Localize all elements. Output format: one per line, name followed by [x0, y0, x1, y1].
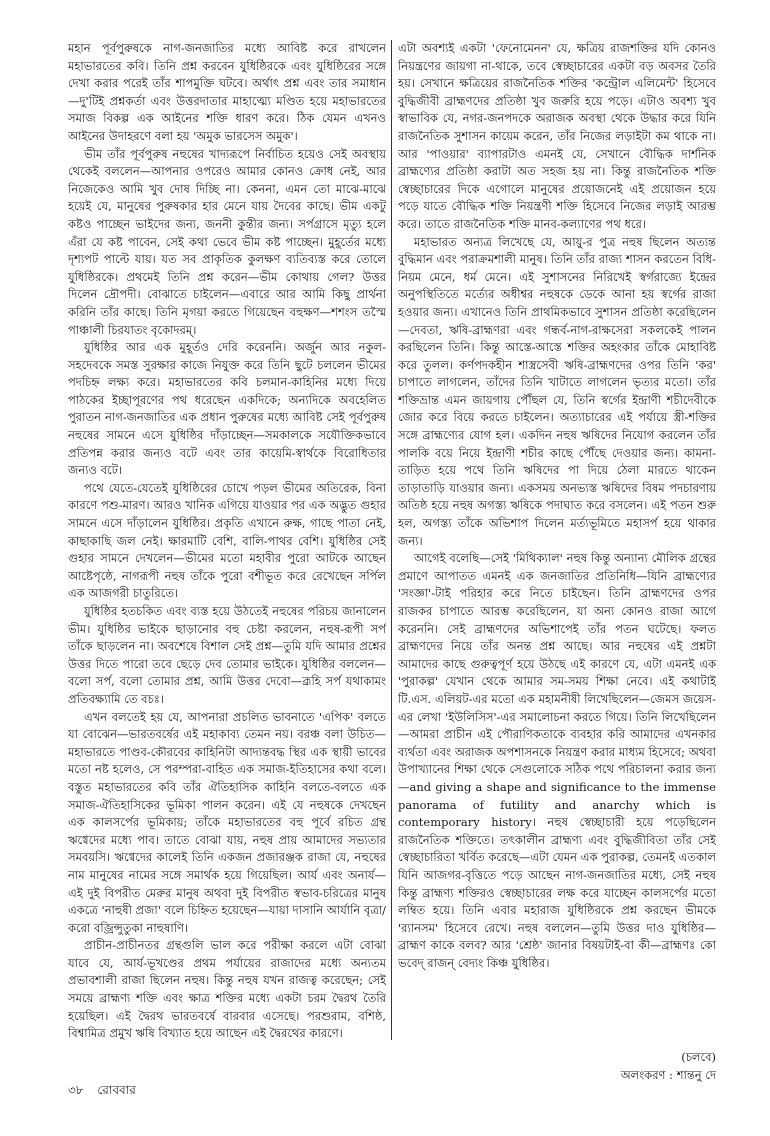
paragraph: যুধিষ্ঠির হতচকিত এবং ব্যস্ত হয়ে উঠতেই নহুষের পরিচয় জানালেন ভীম। যুধিষ্ঠির ভাইকে ছাড়ানোর বহু চেষ্টা করলেন, নহুষ-রূপী সর্প তাঁকে ছাড়লেন না। অবশেষে বিশাল সেই প্রশ্ন—তুমি যদি আমার প্রশ্নের উত্তর দিতে পারো তবে ছেড়ে দেব তোমার ভাইকে। যুধিষ্ঠির বললেন—বলো সর্প, বলো তোমার প্রশ্ন, আমি উত্তর দেবো—ব্রূহি সর্প যথাকামং প্রতিবক্ষ্যামি তে বচঃ।	[68, 604, 386, 706]
paragraph: ভীম তাঁর পূর্বপুরুষ নহুষের খাদ্যরূপে নির্বাচিত হয়েও সেই অবস্থায় থেকেই বললেন—আপনার ওপরেও আমার কোনও ক্রোধ নেই, আর নিজেকেও আমি খুব দোষ দিচ্ছি না। কেননা, এমন তো মাঝে-মাঝে হয়েই যে, মানুষের পুরুষকার হার মেনে যায় দৈবের কাছে। ভীম একটু কষ্টও পাচ্ছেন ভাইদের জন্য, জননী কুন্তীর জন্য। সর্পগ্রাসে মৃত্যু হলে এঁরা যে কষ্ট পাবেন, সেই কথা ভেবে ভীম কষ্ট পাচ্ছেন। মুহূর্তের মধ্যে দৃশ্যপট পাল্টে যায়। যত সব প্রাকৃতিক কুলক্ষণ ব্যতিব্যস্ত করে তোলে যুধিষ্ঠিরকে। প্রথমেই তিনি প্রশ্ন করেন—ভীম কোথায় গেল? উত্তর দিলেন দ্রৌপদী। বোঝাতে চাইলেন—এবারে আর আমি কিছু প্রার্থনা করিনি তাঁর কাছে। তিনি মৃগয়া করতে গিয়েছেন বহুক্ষণ—শশংস তস্মৈ পাঞ্চালী চিরযাতং বৃকোদরম্।	[68, 146, 386, 337]
paragraph: এখন বলতেই হয় যে, আপনারা প্রচলিত ভাবনাতে 'এপিক' বলতে যা বোঝেন—ভারতবর্ষের এই মহাকাব্য তেমন নয়। বরঞ্চ বলা উচিত—মহাভারতে পাণ্ডব-কৌরবের কাহিনিটা আদ্যন্তবদ্ধ স্থির এক স্থায়ী ভাবের মতো নষ্ট হলেও, সে পরম্পরা-বাহিত এক সমাজ-ইতিহাসের কথা বলে। বস্তুত মহাভারতের কবি তাঁর ঐতিহাসিক কাহিনি বলতে-বলতে এক সমাজ-ঐতিহাসিকের ভূমিকা পালন করেন। এই যে নহুষকে দেখছেন এক কালসর্পের ভূমিকায়; তাঁকে মহাভারতের বহু পূর্বে রচিত গ্রন্থ ঋগ্বেদের মধ্যে পাব। তাতে বোঝা যায়, নহুষ প্রায় আমাদের সভ্যতার সমবয়সি। ঋগ্বেদের কালেই তিনি একজন প্রজারঞ্জক রাজা যে, নহুষের নাম মানুষের নামের সঙ্গে সমার্থক হয়ে গিয়েছিল। আর্য এবং অনার্য—এই দুই বিপরীত মেরুর মানুষ অথবা দুই বিপরীত স্বভাব-চরিত্রের মানুষ একত্রে 'নাহুষী প্রজা' বলে চিহ্নিত হয়েছেন—যায়া দাসানি আর্যানি বৃত্রা/করো বজ্রিন্সুতুকা নাহুষাণি।	[68, 709, 386, 935]
to-be-continued: (চলবে)	[681, 1050, 716, 1064]
paragraph: মহান পূর্বপুরুষকে নাগ-জনজাতির মধ্যে আবিষ্ট করে রাখলেন মহাভারতের কবি। তিনি প্রশ্ন করবেন যুধিষ্ঠিরকে এবং যুধিষ্ঠিরের সঙ্গে দেখা করার পরেই তাঁর শাপমুক্তি ঘটবে। অর্থাৎ প্রশ্ন এবং তার সমাধান—দু'টিই প্রশ্নকর্তা এবং উত্তরদাতার মাহাত্ম্যে মণ্ডিত হয়ে মহাভারতের সমাজ বিকল্প এক আইনের শক্তি ধারণ করে। ঠিক যেমন এখনও আইনের উদাহরণে বলা হয় 'অমুক ভারসেস অমুক'।	[68, 41, 386, 143]
article-end	[398, 1048, 716, 1084]
paragraph: আগেই বলেছি—সেই 'মিথিক্যাল' নহুষ কিন্তু অন্যান্য মৌলিক গ্রন্থের প্রমাণে আপাতত এমনই এক জনজাতির প্রতিনিধি—যিনি ব্রাহ্মণ্যের 'সংজ্ঞা'-টাই পরিহার করে নিতে চাইছেন। তিনি ব্রাহ্মণদের ওপর রাজকর চাপাতে আরম্ভ করেছিলেন, যা অন্য কোনও রাজা আগে করেননি। সেই ব্রাহ্মণদের অভিশাপেই তাঁর পতন ঘটেছে। ফলত ব্রাহ্মণদের নিয়ে তাঁর অনন্ত প্রশ্ন আছে। আর নহুষের এই প্রশ্নটা আমাদের কাছে গুরুত্বপূর্ণ হয়ে উঠছে এই কারণে যে, এটা এমনই এক 'পুরাকল্প' যেখান থেকে আমার সম-সময় শিক্ষা নেবে। এই কথাটাই টি.এস. এলিয়ট-এর মতো এক মহামনীষী লিখেছিলেন—জেমস জয়েস-এর লেখা 'ইউলিসিস'-এর সমালোচনা করতে গিয়ে। তিনি লিখেছিলেন—আমরা প্রাচীন এই পৌরাণিকতাকে ব্যবহার করি আমাদের এখনকার ব্যর্থতা এবং অরাজক অপশাসনকে নিয়ন্ত্রণ করার মাধ্যম হিসেবে; অথবা উপাখ্যানের শিক্ষা থেকে সেগুলোকে সঠিক পথে পরিচালনা করার জন্য—and giving a shape and significance to the immense panorama of futility and anarchy which is contemporary history। নহুষ স্বেচ্ছাচারী হয়ে পড়েছিলেন রাজনৈতিক শক্তিতে। তৎকালীন ব্রাহ্মণ্য এবং বুদ্ধিজীবিতা তাঁর সেই স্বেচ্ছাচারিতা খর্বিত করেছে—এটা যেমন এক পুরাকল্প, তেমনই এতকাল যিনি আজগর-বৃত্তিতে পড়ে আছেন নাগ-জনজাতির মধ্যে, সেই নহুষ কিন্তু ব্রাহ্মণ্য শক্তিরও স্বেচ্ছাচারের লক্ষ করে যাচ্ছেন কালসর্পের মতো লম্বিত হয়ে। তিনি এবার মহারাজ যুধিষ্ঠিরকে প্রশ্ন করছেন ভীমকে 'র‍্যানসম' হিসেবে রেখে। নহুষ বললেন—তুমি উত্তর দাও যুধিষ্ঠির—ব্রাহ্মণ কাকে বলব? আর 'শ্রেষ্ঠ' জানার বিষয়টাই-বা কী—ব্রাহ্মণঃ কো ভবেদ্ রাজন্ বেদ্যং কিঞ্চ যুধিষ্ঠির।	[398, 551, 716, 970]
column-divider	[391, 40, 392, 1040]
paragraph: যুধিষ্ঠির আর এক মুহূর্তও দেরি করেননি। অর্জুন আর নকুল-সহদেবকে সমস্ত সুরক্ষার কাজে নিযুক্ত করে তিনি ছুটে চললেন ভীমের পদচিহ্ন লক্ষ্য করে। মহাভারতের কবি চলমান-কাহিনির মধ্যে দিয়ে পাঠকের ইচ্ছাপূরণের পথ ধরেছেন একদিকে; অন্যদিকে অবহেলিত পুরাতন নাগ-জনজাতির এক প্রধান পুরুষের মধ্যে আবিষ্ট সেই পূর্বপুরুষ নহুষের সামনে এসে যুধিষ্ঠির দাঁড়াচ্ছেন—সমকালকে সযৌক্তিকভাবে প্রতিপন্ন করার জন্যও বটে এবং তার কায়েমি-স্বার্থকে বিরোধিতার জন্যও বটে।	[68, 340, 386, 478]
paragraph: মহাভারত অন্যত্র লিখেছে যে, আয়ু-র পুত্র নহুষ ছিলেন অত্যন্ত বুদ্ধিমান এবং পরাক্রমশালী মানুষ। তিনি তাঁর রাজ্য শাসন করতেন বিধি-নিয়ম মেনে, ধর্ম মেনে। এই সুশাসনের নিরিখেই স্বর্গরাজ্যে ইন্দ্রের অনুপস্থিতিতে মর্ত্যের অধীশ্বর নহুষকে ডেকে আনা হয় স্বর্গের রাজা হওয়ার জন্য। এখানেও তিনি প্রাথমিকভাবে সুশাসন প্রতিষ্ঠা করেছিলেন—দেবতা, ঋষি-ব্রাহ্মণরা এবং গন্ধর্ব-নাগ-রাক্ষসেরা সকলকেই পালন করছিলেন তিনি। কিন্তু আস্তে-আস্তে শক্তির অহংকার তাঁকে মোহাবিষ্ট করে তুলল। কর্ণপদকহীন শাস্ত্রসেবী ঋষি-ব্রাহ্মণদের ওপর তিনি 'কর' চাপাতে লাগলেন, তাঁদের তিনি খাটাতে লাগলেন ভৃত্যর মতো। তাঁর শক্তিভ্রান্ত এমন জায়গায় পৌঁছল যে, তিনি স্বর্গের ইন্দ্রাণী শচীদেবীকে জোর করে বিয়ে করতে চাইলেন। অত্যাচারের এই পর্যায়ে স্ত্রী-শক্তির সঙ্গে ব্রাহ্মণ্যের যোগ হল। একদিন নহুষ ঋষিদের নিযোগ করলেন তাঁর পালকি বয়ে নিয়ে ইন্দ্রাণী শচীর কাছে পৌঁছে দেওয়ার জন্য। কামনা-তাড়িত হয়ে পথে তিনি ঋষিদের পা দিয়ে ঠেলা মারতে থাকেন তাড়াতাড়ি যাওয়ার জন্য। একসময় অনভ্যস্ত ঋষিদের বিষম পদচারণায় অতিষ্ঠ হয়ে নহুষ অগস্ত্য ঋষিকে পদাঘাত করে বসলেন। এই পতন শুরু হল, অগস্ত্য তাঁকে অভিশাপ দিলেন মর্ত্যভূমিতে মহাসর্প হয়ে থাকার জন্য।	[398, 234, 716, 548]
left-column	[68, 40, 386, 1040]
right-column	[398, 40, 716, 1040]
paragraph: এটা অবশ্যই একটা 'ফেনোমেনন' যে, ক্ষত্রিয় রাজশক্তির যদি কোনও নিয়ন্ত্রণের জায়গা না-থাকে, তবে স্বেচ্ছাচারের একটা বড় অবসর তৈরি হয়। সেখানে ক্ষত্রিয়ের রাজনৈতিক শক্তির 'কন্ট্রোল এলিমেন্ট' হিসেবে বুদ্ধিজীবী ব্রাহ্মণদের প্রতিষ্ঠা খুব জরুরি হয়ে পড়ে। এটাও অবশ্য খুব স্বাভাবিক যে, নগর-জনপদকে অরাজক অবস্থা থেকে উদ্ধার করে যিনি রাজনৈতিক সুশাসন কায়েম করেন, তাঁর নিজের লড়াইটা কম থাকে না। আর 'পাওয়ার' ব্যাপারটাও এমনই যে, সেখানে বৌদ্ধিক দার্শনিক ব্রাহ্মণ্যের প্রতিষ্ঠা করাটা অত সহজ হয় না। কিন্তু রাজনৈতিক শক্তি স্বেচ্ছাচারের দিকে এগোলে মানুষের প্রয়োজনেই এই প্রয়োজন হয়ে পড়ে যাতে বৌদ্ধিক শক্তি নিয়ন্ত্রণী শক্তি হিসেবে নিজের লড়াই আরম্ভ করে। তাতে রাজনৈতিক শক্তি মানব-কল্যাণের পথ ধরে।	[398, 41, 716, 231]
magazine-name: রোববার	[97, 1083, 136, 1097]
illustration-credit: অলংকরণ : শান্তনু দে	[620, 1068, 716, 1082]
paragraph: পথে যেতে-যেতেই যুধিষ্ঠিরের চোখে পড়ল ভীমের অতিরেক, বিনা কারণে পশু-মারণ। আরও খানিক এগিয়ে যাওয়ার পর এক অদ্ভুত গুহার সামনে এসে দাঁড়ালেন যুধিষ্ঠির। প্রকৃতি এখানে রুক্ষ, গাছে পাতা নেই, কাছাকাছি জল নেই। ক্ষারমাটি বেশি, বালি-পাথর বেশি। যুধিষ্ঠির সেই গুহার সামনে দেখলেন—ভীমের মতো মহাবীর পুরো আটকে আছেন আষ্টেপৃষ্ঠে, নাগরূপী নহুষ তাঁকে পুরো বশীভূত করে রেখেছেন সর্পিল এক আজগরী চাতুরিতে।	[68, 480, 386, 601]
paragraph: প্রাচীন-প্রাচীনতর গ্রন্থগুলি ভাল করে পরীক্ষা করলে এটা বোঝা যাবে যে, আর্য-ভূখণ্ডের প্রথম পর্যায়ের রাজাদের মধ্যে অন্যতম প্রভাবশালী রাজা ছিলেন নহুষ। কিন্তু নহুষ যখন রাজত্ব করেছেন; সেই সময়ে ব্রাহ্মণ্য শক্তি এবং ক্ষাত্র শক্তির মধ্যে একটা চরম দ্বৈরথ তৈরি হয়েছিল। এই দ্বৈরথ ভারতবর্ষে বারবার এসেছে। পরশুরাম, বশিষ্ঠ, বিশ্বামিত্র প্রমুখ ঋষি বিখ্যাত হয়ে আছেন এই দ্বৈরথের কারণে।	[68, 938, 386, 1040]
page-number: ৩৮	[68, 1083, 84, 1097]
page-footer	[68, 1082, 146, 1098]
